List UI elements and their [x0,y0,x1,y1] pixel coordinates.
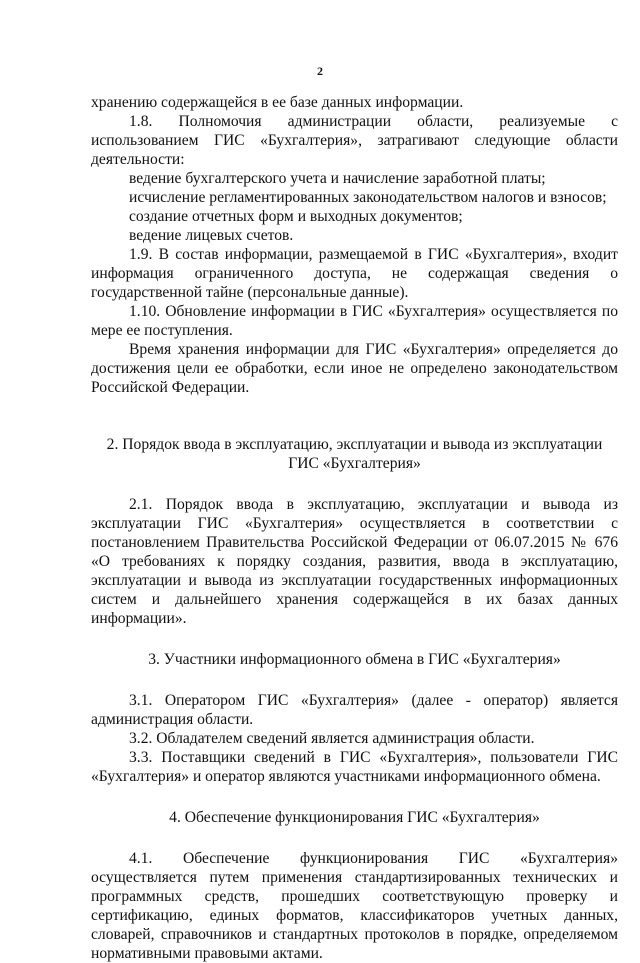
section-4-heading: 4. Обеспечение функционирования ГИС «Бухгалтерия» [169,809,540,826]
document-body [91,93,618,963]
section-2-heading-line-1: 2. Порядок ввода в эксплуатацию, эксплуатации и вывода из эксплуатации [106,436,603,453]
paragraph-2-1: 2.1. Порядок ввода в эксплуатацию, эксплуатации и вывода из эксплуатации ГИС «Бухгалтерия» осуществляется в соответствии с постановлением Правительства Российской Федерации от 06.07.2015 № 676 «О требованиях к порядку создания, развития, ввода в эксплуатацию, эксплуатации и вывода из эксплуатации государственных информационных систем и дальнейшего хранения содержащейся в их базах данных информации». [91,496,618,627]
paragraph-1-10: 1.10. Обновление информации в ГИС «Бухгалтерия» осуществляется по мере ее поступления. [91,303,618,339]
list-item: ведение бухгалтерского учета и начисление заработной платы; [129,170,546,187]
paragraph-4-1: 4.1. Обеспечение функционирования ГИС «Бухгалтерия» осуществляется путем применения стандартизированных технических и программных средств, прошедших соответствующую проверку и сертификацию, единых форматов, классификаторов учетных данных, словарей, справочников и стандартных протоколов в порядке, определяемом нормативными правовыми актами. [91,850,618,962]
paragraph-3-2: 3.2. Обладателем сведений является администрация области. [129,730,535,747]
section-2-heading-line-2: ГИС «Бухгалтерия» [288,455,421,472]
paragraph-1-9: 1.9. В состав информации, размещаемой в ГИС «Бухгалтерия», входит информация ограниченного доступа, не содержащая сведения о государственной тайне (персональные данные). [91,246,618,301]
paragraph-3-1: 3.1. Оператором ГИС «Бухгалтерия» (далее - оператор) является администрация области. [91,692,618,728]
page-number: 2 [317,64,323,78]
section-3-heading: 3. Участники информационного обмена в ГИС «Бухгалтерия» [148,651,561,668]
paragraph-continuation: хранению содержащейся в ее базе данных информации. [91,94,464,111]
list-item: исчисление регламентированных законодательством налогов и взносов; [129,189,607,206]
paragraph-3-3: 3.3. Поставщики сведений в ГИС «Бухгалтерия», пользователи ГИС «Бухгалтерия» и оператор являются участниками информационного обмена. [91,749,618,785]
paragraph-storage-time: Время хранения информации для ГИС «Бухгалтерия» определяется до достижения цели ее обработки, если иное не определено законодательством Российской Федерации. [91,341,618,396]
list-item: ведение лицевых счетов. [129,227,294,244]
list-item: создание отчетных форм и выходных документов; [129,208,463,225]
paragraph-1-8: 1.8. Полномочия администрации области, реализуемые с использованием ГИС «Бухгалтерия», затрагивают следующие области деятельности: [91,113,618,168]
